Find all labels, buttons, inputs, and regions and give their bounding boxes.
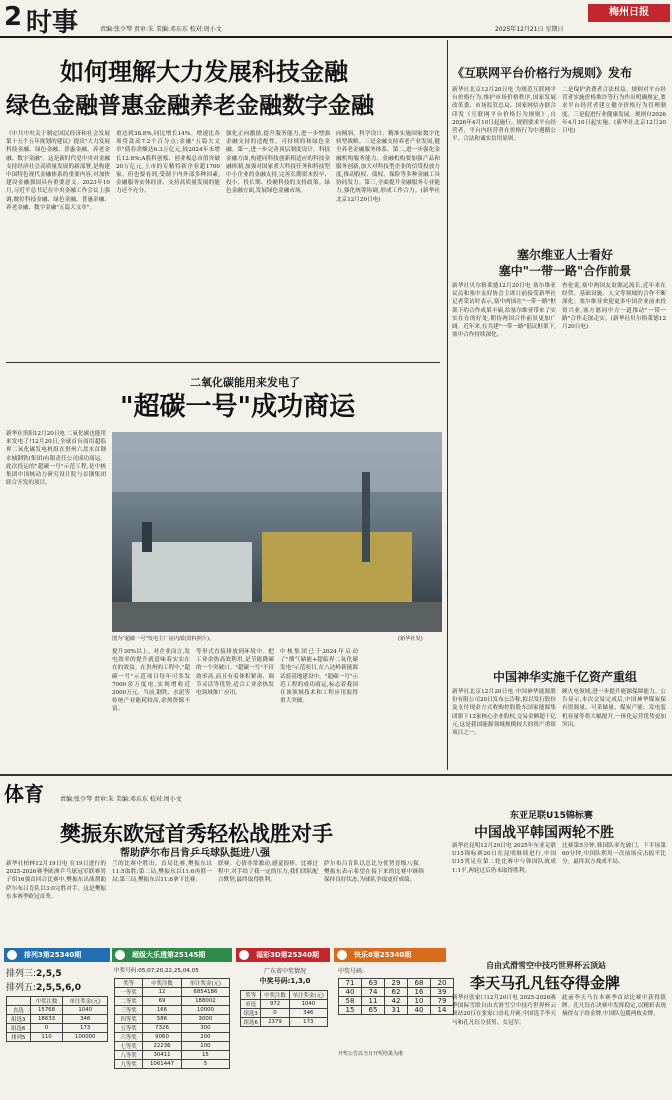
sports-headline: 樊振东欧冠首秀轻松战胜对手: [60, 822, 333, 846]
table-row: 组选6 2379 173: [241, 1018, 328, 1027]
table-row: 奖等 中奖注数 单注奖金(元): [241, 991, 328, 1000]
sports-story3-kicker: 自由式滑雪空中技巧世界杯云顶站: [486, 961, 606, 970]
lottery-bar-pl3: 排列3第25340期: [4, 948, 110, 962]
fc3d-org: 广东省中奖情况: [263, 968, 306, 975]
story4-headline-line1: 塞尔维亚人士看好: [516, 248, 613, 262]
story2-col2: 提升30%以上。对企业而言,发电效率的提升就意味着实实在在的效益。在贵州的工程中,"超碳一号"示范项目每年可多发7000余万度电,实现增收近2000万元。当前,钢铁、水泥等传统产业能耗较高,余热资源丰富。: [112, 649, 190, 713]
story2-col3: 等形式直接排放到环境中。把工业余热高效利用,是节能降碳的一个突破口。"超碳一号"不仅效率高,而且有着体积紧凑、调节灵活等优势,适合工业余热发电领域推广应用。: [196, 649, 274, 697]
story1-col1: 《中共中央关于制定国民经济和社会发展第十五个五年规划的建议》提出"大力发展科技金融、绿色金融、普惠金融、养老金融、数字金融"。这是新时代党中央对金融支持经济社会高质量发展的新部署,是构建中国特色现代金融体系的重要内容,对加快建设金融强国具有重要意义。2023年10月,习近平总书记在中央金融工作会议上强调,做好科技金融、绿色金融、普惠金融、养老金融、数字金融"五篇大文章"。: [6, 131, 110, 211]
kl8-label: 中奖号码:: [338, 968, 365, 975]
dlt-prize-table: [114, 978, 230, 1069]
photo-caption: 图为"超碳一号"发电主厂房内部(资料照片)。: [112, 636, 215, 642]
lottery-ball-icon: [337, 950, 347, 960]
table-row: 40 74 62 16 39: [339, 988, 454, 997]
story5-col2: 硬火电领域,进一步提升能源保障能力。公告显示,本次交易完成后,中国神华煤炭保有资源量、可采储量、煤炭产能、发电装机容量等将大幅提升,一体化运营优势更加突出。: [562, 689, 666, 728]
story2-headline: "超碳一号"成功商运: [120, 392, 356, 422]
publication-date: 2025年12月21日 星期日: [495, 26, 564, 33]
story4-headline-line2: 塞中"一带一路"合作前景: [498, 264, 632, 278]
story3-headline: 《互联网平台价格行为规则》发布: [452, 66, 633, 80]
page-number: 2: [4, 2, 23, 32]
table-row: 排列5 110 100000: [7, 1033, 108, 1042]
divider: [6, 362, 440, 363]
story4-col1: 新华社贝尔格莱德12月20日电 塞尔维亚议员和塞中友好协会主席日前接受新华社记者采访时表示,塞中两国在"一带一路"框架下的合作成果丰硕,给塞尔维亚带来了实实在在的好处,期待两国合作前景更加广阔。近年来,在共建"一带一路"倡议框架下,塞中合作持续深化。: [452, 283, 556, 339]
sports-story2-headline: 中国战平韩国两轮不胜: [474, 825, 614, 841]
table-row: 直选 15768 1040: [7, 1006, 108, 1015]
sports-col1: 新华社柏林12月19日电 在19日进行的2025-2026赛季欧洲乒乓球冠军联赛男子组16强首回合比赛中,樊振东出战帮助萨尔布吕肯队以3:0完胜对手。这是樊振东本赛季欧冠首秀。: [6, 861, 106, 900]
lottery-ball-icon: [7, 950, 17, 960]
story1-headline-line2: 绿色金融普惠金融养老金融数字金融: [6, 93, 374, 119]
editor-credits: 责编:张少琴 责审:朱 美编:邓东东 校对:周小文: [100, 26, 222, 33]
story1-col2: 重达到38.8%,同比增长14%。增速比各项贷款高7.2个百分点;金融"五篇大文章"债券余额达6.3万亿元,较2024年末增长12.8%;A股科创板、创业板总市值突破20万亿元,上市的专精特新企业超1700家。但也要看到,受制于内外部多种因素,金融服务实体经济、支持高质量发展的能力还不充分。: [116, 131, 220, 195]
power-plant-photo: [112, 432, 442, 632]
sports-story3-col2: 此前李天马在本赛季首站比赛中获得银牌。孔凡钰在决赛中发挥稳定,以精彩表现摘得女子组金牌,中国队包揽两枚金牌。: [562, 995, 666, 1018]
story5-headline: 中国神华实施千亿资产重组: [492, 670, 637, 684]
table-row: 中奖注数 单注奖金(元): [7, 997, 108, 1006]
lottery-bar-dlt: 超级大乐透第25145期: [112, 948, 232, 962]
table-row: 五等奖 7326 300: [115, 1024, 230, 1033]
table-row: 二等奖 69 188002: [115, 997, 230, 1006]
table-row: 组选3 0 346: [241, 1009, 328, 1018]
sports-col4: 萨尔布吕肯队以总比分优势晋级八强。樊振东表示希望在接下来的比赛中继续保持良好状态,为球队争取更好成绩。: [324, 861, 424, 884]
sports-story3-col1: 新华社张家口12月20日电 2025-2026赛季国际雪联自由式滑雪空中技巧世界杯云顶站20日在张家口崇礼开赛,中国选手李天马和孔凡钰分获男、女冠军。: [452, 995, 556, 1026]
story2-kicker: 二氧化碳能用来发电了: [190, 376, 300, 389]
table-row: 组选3 18633 346: [7, 1015, 108, 1024]
story3-col2: 二是保护消费者合法权益。规则对平台经营者实施价格欺诈等行为作出明确规定,要求平台经营者建立健全价格行为管理制度。三是促进行业健康发展。规则自2026年4月10日起实施。(新华社北京12月20日电): [562, 87, 666, 135]
lottery-ball-icon: [239, 950, 249, 960]
turbine-illustration: [112, 432, 442, 632]
story3-col1: 新华社北京12月20日电 为规范互联网平台价格行为,维护市场价格秩序,国家发展改革委、市场监管总局、国家网信办联合印发《互联网平台价格行为规则》,自2026年4月10日起施行。规则要求平台经营者、平台内经营者在价格行为中遵循公平、合法和诚实信用原则。: [452, 87, 556, 143]
table-row: 71 63 29 68 20: [339, 979, 454, 988]
story4-col2: 查伦说,塞中两国友谊源远流长,近年来在经贸、基础设施、人文等领域的合作不断深化。塞尔维亚欢迎更多中国企业前来投资兴业,塞方愿同中方一道推动"一带一路"合作走深走实。(新华社贝尔格莱德12月20日电): [562, 283, 666, 331]
lottery-bar-kl8: 快乐8第25340期: [334, 948, 446, 962]
sports-story2-kicker: 东亚足联U15锦标赛: [510, 811, 593, 821]
photo-credit: (新华社发): [398, 636, 423, 642]
story1-headline-line1: 如何理解大力发展科技金融: [60, 58, 348, 86]
table-row: 三等奖 166 10000: [115, 1006, 230, 1015]
sports-subhead: 帮助萨尔布吕肯乒乓球队挺进八强: [120, 848, 270, 859]
kl8-number-grid: [338, 978, 454, 1015]
section-title: 时事: [26, 8, 79, 38]
table-row: 一等奖 12 6854186: [115, 988, 230, 997]
table-row: 15 65 31 40 14: [339, 1006, 454, 1015]
lottery-ball-icon: [115, 950, 125, 960]
table-row: 八等奖 30411 15: [115, 1051, 230, 1060]
table-row: 58 11 42 10 79: [339, 997, 454, 1006]
kl8-note: 开奖公告以当日开奖结果为准: [338, 1051, 404, 1057]
table-row: 六等奖 9060 200: [115, 1033, 230, 1042]
sports-story3-headline: 李天马孔凡钰夺得金牌: [470, 974, 621, 992]
sports-col3: 联赛。心情非常激动,感觉很棒。比赛过程中,对手给了我一定的压力,我们团队配合默契,最终取得胜利。: [218, 861, 318, 884]
table-row: 四等奖 586 3000: [115, 1015, 230, 1024]
sports-col2: 兰的比赛中胜出。首局比赛,樊振东以11:5取胜;第二局,樊振东以11:6再胜一局;第三局,樊振东以11:8拿下比赛。: [112, 861, 212, 884]
masthead: [0, 0, 672, 38]
story2-col4: 中核集团已于2024年启动了"烟气储能+超临界二氧化碳发电"示范项目,在八达岭新能源试验基地建设中。"超碳一号"示范工程的成功商运,标志着我国在该领域技术和工程应用取得重大突破。: [280, 649, 358, 705]
story2-col1: 新华社贵阳12月20日电 二氧化碳也能用来发电了!12月20日,全球首台商用超临界二氧化碳发电机组在贵州六盘水首钢水城钢铁(集团)有限责任公司成功商运。此次投运的"超碳一号"示范工程,是中核集团中国核动力研究设计院与首钢集团联合开发的项目。: [6, 431, 106, 487]
table-row: 九等奖 1061447 5: [115, 1060, 230, 1069]
newspaper-logo: 梅州日报: [588, 4, 670, 22]
section-divider: [0, 774, 672, 776]
table-row: 奖等 中奖注数 单注奖金(元): [115, 979, 230, 988]
dlt-numbers: 中奖号码:05,07,20,22,25,04,05: [114, 968, 199, 974]
pl5-result: 排列五:2,5,5,6,0: [6, 983, 82, 993]
sports-section-title: 体育: [4, 782, 44, 806]
fc3d-numbers: 中奖号码:1,3,0: [259, 977, 311, 985]
pl3-result: 排列三:2,5,5: [6, 969, 62, 979]
table-row: 单选 972 1040: [241, 1000, 328, 1009]
story5-col1: 新华社北京12月20日电 中国神华能源股份有限公司20日发布公告称,拟以发行股份及支付现金方式收购控股股东国家能源集团旗下12家核心企业股权,交易金额超千亿元,这是我国能源领域规模较大的资产重组项目之一。: [452, 689, 556, 737]
fc3d-prize-table: [240, 990, 328, 1027]
sports-story2-col1: 新华社昆明12月20日电 2025年东亚足联U15锦标赛20日在昆明继续进行,中国U15男足在第二轮比赛中与韩国队战成1:1平,两轮过后仍未取得胜利。: [452, 843, 556, 874]
sports-editor-credits: 责编:张少琴 责审:朱 美编:邓东东 校对:周小文: [60, 796, 182, 803]
story1-col3: 强化正向激励,提升服务能力,进一步增强金融支持的适配性。可持续的和绿色金融。第一,进一步完善顶层制度设计。科技金融方面,构建同科技创新相适应的科技金融体制,加强对国家重大科技任务和科技型中小企业的金融支持,完善长期资本投早、投小、投长期、投硬科技的支持政策。绿色金融方面,发展绿色金融市场。: [226, 131, 330, 195]
story1-col4: 向倾斜。科学设计、精准实施国家数字化转型战略。三是金融支持养老产业发展,健全养老金融服务体系。第二,进一步强化金融机构服务能力。金融机构要加强产品和服务创新,加大对科技型企业的信贷投放力度,推动股权、债权、保险等多种金融工具协同发力。第三,全面提升金融服务专业能力,强化统筹协调,形成工作合力。(新华社北京12月20日电): [336, 131, 440, 203]
table-row: 七等奖 22236 100: [115, 1042, 230, 1051]
pl3-prize-table: [6, 996, 108, 1042]
sports-story2-col2: 比赛第5分钟,韩国队率先破门。下半场第60分钟,中国队利用一次前场反击扳平比分。最终双方战成平局。: [562, 843, 666, 866]
column-divider: [447, 40, 448, 770]
lottery-bar-fc3d: 福彩3D第25340期: [236, 948, 330, 962]
table-row: 组选6 0 173: [7, 1024, 108, 1033]
